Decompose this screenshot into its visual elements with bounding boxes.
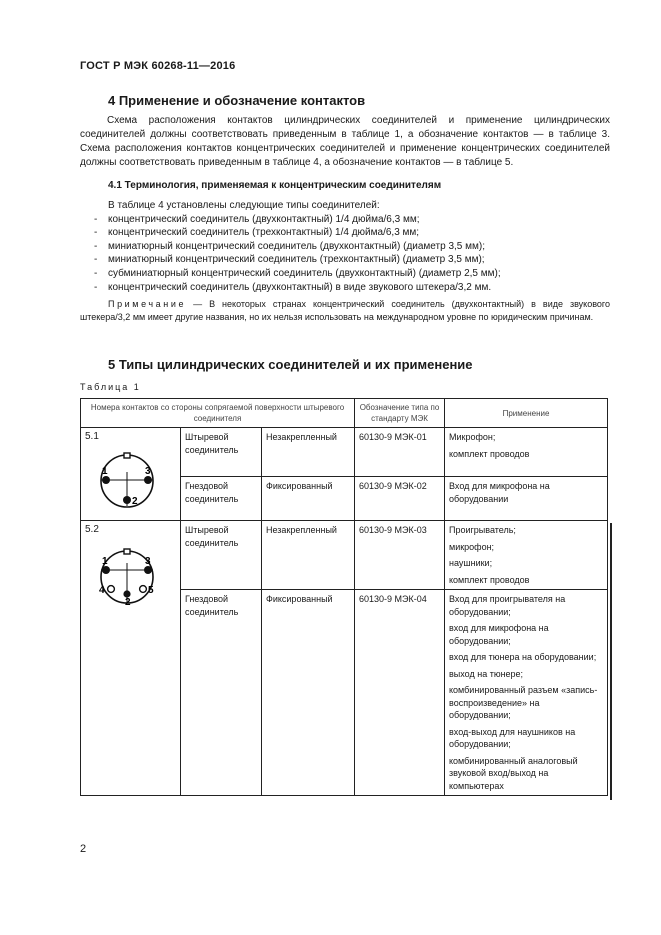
section-4-paragraph: Схема расположения контактов цилиндрических соединителей и применение цилиндрических соединителей должны соответствовать приведенным в таблице 1, а обозначение контактов — в таблице 3. Схема расположения контактов концентрических соединителей и применение концентрических соединителей должны соответствовать приведенным в таблице 4, а обозначение контактов — в таблице 5.	[80, 115, 610, 168]
list-item: - концентрический соединитель (трехконтактный) 1/4 дюйма/6,3 мм;	[94, 227, 420, 239]
change-bar	[610, 523, 612, 800]
iec-designation: 60130-9 МЭК-01	[355, 428, 445, 477]
iec-designation: 60130-9 МЭК-04	[355, 590, 445, 796]
note	[80, 298, 610, 323]
pin-label: 5	[148, 584, 154, 596]
pin-layout-diagram-5-pin	[95, 543, 161, 609]
application-item: выход на тюнере;	[449, 668, 524, 679]
pin-label: 4	[99, 584, 105, 596]
group-number: 5.2	[85, 524, 99, 535]
application-item: вход для тюнера на оборудовании;	[449, 652, 597, 662]
mount-type: Незакрепленный	[262, 521, 355, 590]
connector-type: Гнездовой соединитель	[181, 477, 262, 521]
list-item: - миниатюрный концентрический соединитель (двухконтактный) (диаметр 3,5 мм);	[94, 240, 485, 252]
application-item: Проигрыватель;	[449, 525, 516, 535]
list-intro: В таблице 4 установлены следующие типы соединителей:	[108, 200, 380, 211]
table-1	[80, 398, 608, 796]
note-label: Примечание	[108, 299, 187, 309]
application-item: Вход для микрофона на оборудовании	[449, 481, 550, 504]
application-cell	[445, 428, 608, 477]
pin-label: 3	[145, 465, 151, 477]
pin-diagram-cell-5-2	[81, 521, 181, 796]
pin-label: 1	[102, 465, 108, 477]
list-item: - концентрический соединитель (двухконтактный) 1/4 дюйма/6,3 мм;	[94, 213, 420, 225]
application-cell	[445, 477, 608, 521]
list-item: - миниатюрный концентрический соединитель (трехконтактный) (диаметр 3,5 мм);	[94, 254, 485, 266]
application-item: микрофон;	[449, 541, 495, 552]
header-application: Применение	[445, 399, 608, 428]
pin-layout-diagram-3-pin	[95, 450, 161, 512]
application-item: комплект проводов	[449, 448, 530, 459]
list-item: - концентрический соединитель (двухконтактный) в виде звукового штекера/3,2 мм.	[94, 281, 492, 293]
section-5-title: 5 Типы цилиндрических соединителей и их применение	[108, 357, 473, 372]
connector-types-list	[94, 199, 609, 294]
application-item: вход-выход для наушников на оборудовании;	[449, 726, 576, 749]
iec-designation: 60130-9 МЭК-03	[355, 521, 445, 590]
pin-label: 3	[145, 555, 151, 567]
document-header: ГОСТ Р МЭК 60268-11—2016	[80, 60, 236, 72]
application-item: Вход для проигрывателя на оборудовании;	[449, 594, 566, 617]
application-item: наушники;	[449, 558, 493, 568]
note-text: — В некоторых странах концентрический соединитель (двухконтактный) в виде звукового штекера/3,2 мм имеет другие названия, но их нельзя использовать на международном уровне по юридическим причинам.	[80, 299, 610, 322]
page-number: 2	[80, 843, 87, 855]
section-4-1-title: 4.1 Терминология, применяемая к концентрическим соединителям	[108, 180, 442, 191]
header-pin-numbers: Номера контактов со стороны сопрягаемой поверхности штыревого соединителя	[81, 399, 355, 428]
table-caption: Таблица 1	[80, 382, 141, 392]
application-item: Микрофон;	[449, 432, 496, 442]
header-iec-type: Обозначение типа по стандарту МЭК	[355, 399, 445, 428]
table-row	[81, 428, 608, 477]
pin-label: 2	[132, 495, 138, 507]
connector-type: Штыревой соединитель	[181, 521, 262, 590]
connector-type: Штыревой соединитель	[181, 428, 262, 477]
iec-designation: 60130-9 МЭК-02	[355, 477, 445, 521]
list-item: - субминиатюрный концентрический соединитель (двухконтактный) (диаметр 2,5 мм);	[94, 267, 501, 279]
table-row	[81, 521, 608, 590]
application-item: вход для микрофона на оборудовании;	[449, 623, 549, 646]
application-cell	[445, 521, 608, 590]
mount-type: Фиксированный	[262, 590, 355, 796]
mount-type: Незакрепленный	[262, 428, 355, 477]
pin-diagram-cell-5-1	[81, 428, 181, 521]
application-item: комбинированный разъем «запись-воспроизведение» на оборудовании;	[449, 685, 598, 720]
pin-label: 1	[102, 555, 108, 567]
group-number: 5.1	[85, 431, 99, 442]
pin-label: 2	[125, 596, 131, 608]
section-4-title: 4 Применение и обозначение контактов	[108, 93, 366, 108]
mount-type: Фиксированный	[262, 477, 355, 521]
application-item: комплект проводов	[449, 574, 530, 585]
table-header-row	[81, 399, 608, 428]
application-item: комбинированный аналоговый звуковой вход/выход на компьютерах	[449, 755, 578, 791]
connector-type: Гнездовой соединитель	[181, 590, 262, 796]
application-cell	[445, 590, 608, 796]
